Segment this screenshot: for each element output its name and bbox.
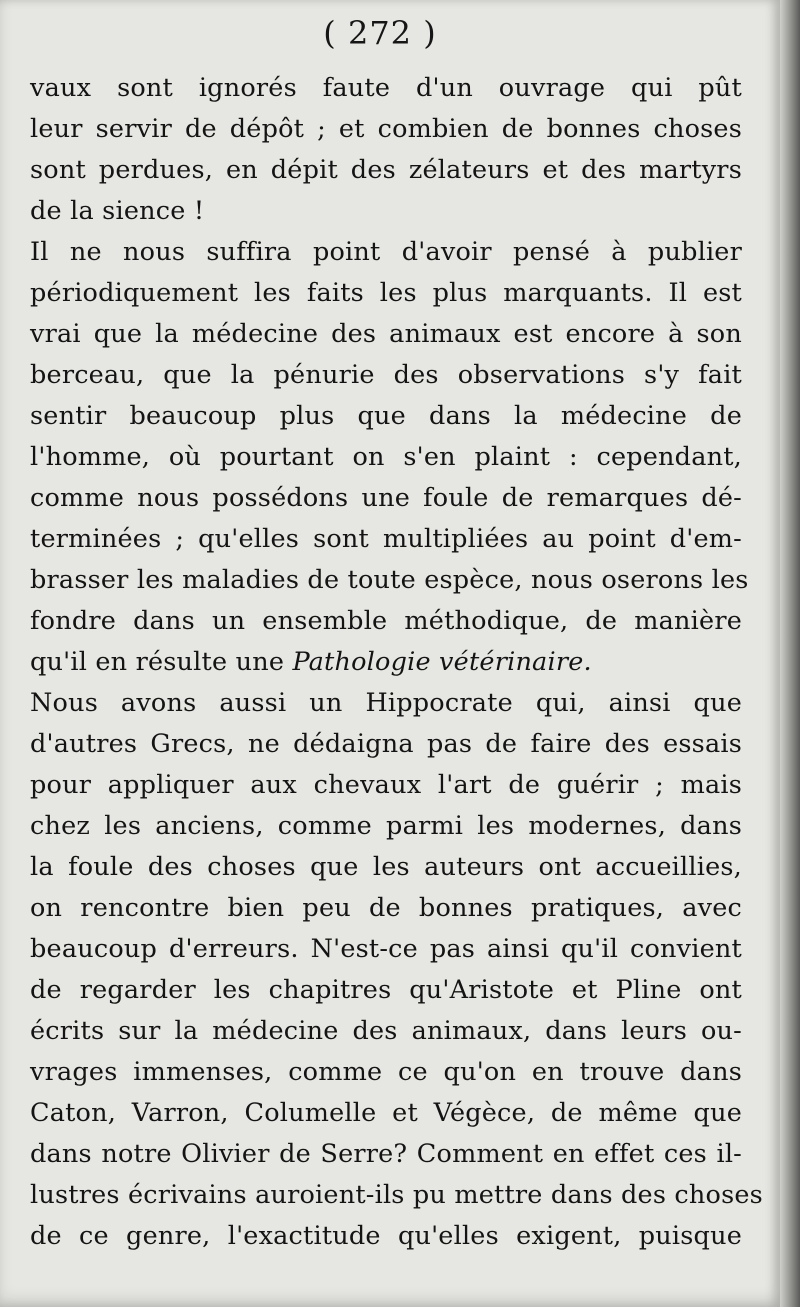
text-line: on rencontre bien peu de bonnes pratiques, avec: [30, 893, 742, 923]
text-line: fondre dans un ensemble méthodique, de manière: [30, 606, 742, 636]
text-line: écrits sur la médecine des animaux, dans leurs ou-: [30, 1016, 742, 1046]
text-line: leur servir de dépôt ; et combien de bonnes choses: [30, 114, 742, 144]
page-number: ( 272 ): [323, 14, 437, 52]
italic-term: Pathologie vétérinaire.: [292, 647, 592, 677]
text-line: Nous avons aussi un Hippocrate qui, ainsi que: [30, 688, 742, 718]
text-line: [30, 642, 742, 683]
text-line: sentir beaucoup plus que dans la médecine de: [30, 401, 742, 431]
text-line: sont perdues, en dépit des zélateurs et des martyrs: [30, 155, 742, 185]
text-line: brasser les maladies de toute espèce, nous oserons les: [30, 565, 749, 595]
text-line: d'autres Grecs, ne dédaigna pas de faire des essais: [30, 729, 742, 759]
text-line: comme nous possédons une foule de remarques dé-: [30, 483, 742, 513]
text-line: Il ne nous suffira point d'avoir pensé à publier: [30, 237, 742, 267]
text-line: beaucoup d'erreurs. N'est-ce pas ainsi qu'il convient: [30, 934, 742, 964]
page-edge-shadow: [780, 0, 800, 1307]
text-line: vrai que la médecine des animaux est encore à son: [30, 319, 742, 349]
text-line: chez les anciens, comme parmi les modernes, dans: [30, 811, 742, 841]
text-line: de ce genre, l'exactitude qu'elles exigent, puisque: [30, 1221, 742, 1251]
text-line: périodiquement les faits les plus marquants. Il est: [30, 278, 742, 308]
text-line: la foule des choses que les auteurs ont accueillies,: [30, 852, 742, 882]
line-prefix: qu'il en résulte une: [30, 647, 293, 677]
text-line: de la sience !: [30, 196, 205, 226]
text-line: vrages immenses, comme ce qu'on en trouve dans: [30, 1057, 742, 1087]
text-line: terminées ; qu'elles sont multipliées au point d'em-: [30, 524, 742, 554]
text-line: Caton, Varron, Columelle et Végèce, de même que: [30, 1098, 742, 1128]
text-line: vaux sont ignorés faute d'un ouvrage qui pût: [30, 73, 742, 103]
text-line: l'homme, où pourtant on s'en plaint : cependant,: [30, 442, 742, 472]
body-text: [30, 68, 763, 1257]
text-line: dans notre Olivier de Serre? Comment en effet ces il-: [30, 1139, 742, 1169]
text-line: de regarder les chapitres qu'Aristote et Pline ont: [30, 975, 742, 1005]
text-line: berceau, que la pénurie des observations s'y fait: [30, 360, 742, 390]
text-line: pour appliquer aux chevaux l'art de guérir ; mais: [30, 770, 742, 800]
text-line: lustres écrivains auroient-ils pu mettre dans des choses: [30, 1180, 763, 1210]
